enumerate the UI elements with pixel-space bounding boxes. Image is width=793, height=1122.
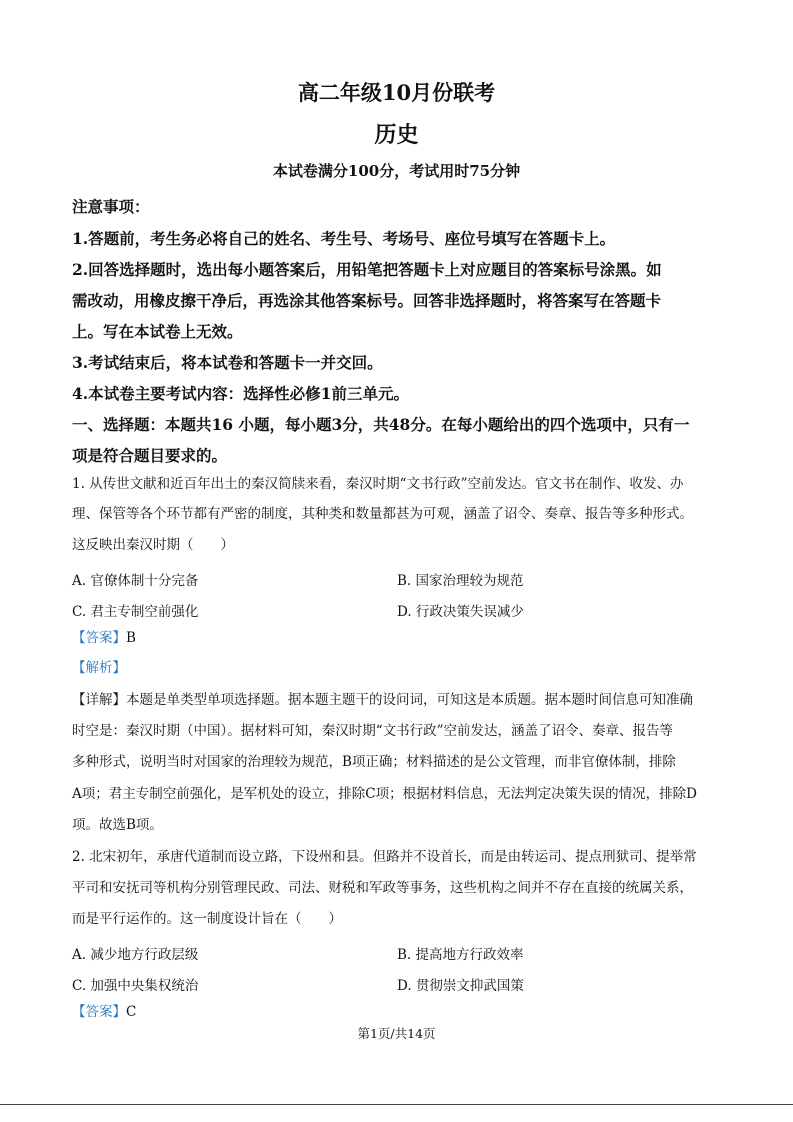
q1-analysis-tag: [72, 662, 126, 676]
q1-option-c: C. 君主专制空前强化: [72, 604, 199, 620]
q1-option-d: D. 行政决策失误减少: [397, 604, 524, 620]
notice-line: 2.回答选择题时，选出每小题答案后，用铅笔把答题卡上对应题目的答案标号涂黑。如: [72, 260, 662, 279]
detail-tag: 【详解】: [72, 692, 126, 708]
notice-line: 3.考试结束后，将本试卷和答题卡一并交回。: [72, 353, 383, 372]
q2-stem: 平司和安抚司等机构分别管理民政、司法、财税和军政等事务，这些机构之间并不存在直接的统属关系，: [72, 880, 693, 896]
q1-detail-line: A项；君主专制空前强化，是军机处的设立，排除C项；根据材料信息，无法判定决策失误的情况，排除D: [72, 786, 697, 802]
q1-stem: 这反映出秦汉时期（ ）: [72, 537, 234, 553]
detail-text: 本题是单类型单项选择题。据本题主题干的设问词，可知这是本质题。据本题时间信息可知准确: [126, 692, 693, 708]
q1-option-b: B. 国家治理较为规范: [397, 573, 524, 589]
q2-option-b: B. 提高地方行政效率: [397, 947, 524, 963]
answer-value: C: [126, 1004, 137, 1020]
section-heading: 一、选择题：本题共16 小题，每小题3分，共48分。在每小题给出的四个选项中，只有一: [72, 415, 690, 434]
q1-answer: [72, 632, 136, 646]
notice-line: 上。写在本试卷上无效。: [72, 322, 243, 341]
q2-option-d: D. 贯彻崇文抑武国策: [397, 978, 524, 994]
notice-heading: 注意事项：: [72, 197, 150, 216]
answer-tag: 【答案】: [72, 1004, 126, 1020]
bottom-divider: [0, 1104, 793, 1105]
analysis-tag: 【解析】: [72, 660, 126, 676]
q2-stem: 2. 北宋初年，承唐代道制而设立路，下设州和县。但路并不设首长，而是由转运司、提点刑狱司、提举常: [72, 849, 697, 865]
q1-detail: [72, 694, 693, 708]
q1-detail-line: 项。故选B项。: [72, 817, 163, 833]
notice-line: 需改动，用橡皮擦干净后，再选涂其他答案标号。回答非选择题时，将答案写在答题卡: [72, 291, 662, 310]
q1-stem: 1. 从传世文献和近百年出土的秦汉简牍来看，秦汉时期“文书行政”空前发达。官文书在制作、收发、办: [72, 476, 684, 492]
section-heading: 项是符合题目要求的。: [72, 446, 228, 465]
notice-line: 4.本试卷主要考试内容：选择性必修1前三单元。: [72, 384, 409, 403]
q1-detail-line: 多种形式，说明当时对国家的治理较为规范，B项正确；材料描述的是公文管理，而非官僚体制，排除: [72, 754, 676, 770]
page-number: 第1页/共14页: [357, 1026, 436, 1041]
answer-tag: 【答案】: [72, 630, 126, 646]
q2-answer: [72, 1006, 136, 1020]
q1-option-a: A. 官僚体制十分完备: [72, 573, 199, 589]
exam-title: 高二年级10月份联考: [297, 80, 496, 105]
q1-stem: 理、保管等各个环节都有严密的制度，其种类和数量都甚为可观，涵盖了诏令、奏章、报告等多种形式。: [72, 506, 693, 522]
exam-info: 本试卷满分100分，考试用时75分钟: [272, 162, 521, 180]
answer-value: B: [126, 630, 136, 646]
notice-line: 1.答题前，考生务必将自己的姓名、考生号、考场号、座位号填写在答题卡上。: [72, 229, 616, 248]
q1-detail-line: 时空是：秦汉时期（中国）。据材料可知，秦汉时期“文书行政”空前发达，涵盖了诏令、奏章、报告等: [72, 723, 674, 739]
q2-option-c: C. 加强中央集权统治: [72, 978, 199, 994]
q2-option-a: A. 减少地方行政层级: [72, 947, 199, 963]
subject-title: 历史: [374, 122, 419, 148]
q2-stem: 而是平行运作的。这一制度设计旨在（ ）: [72, 911, 342, 927]
